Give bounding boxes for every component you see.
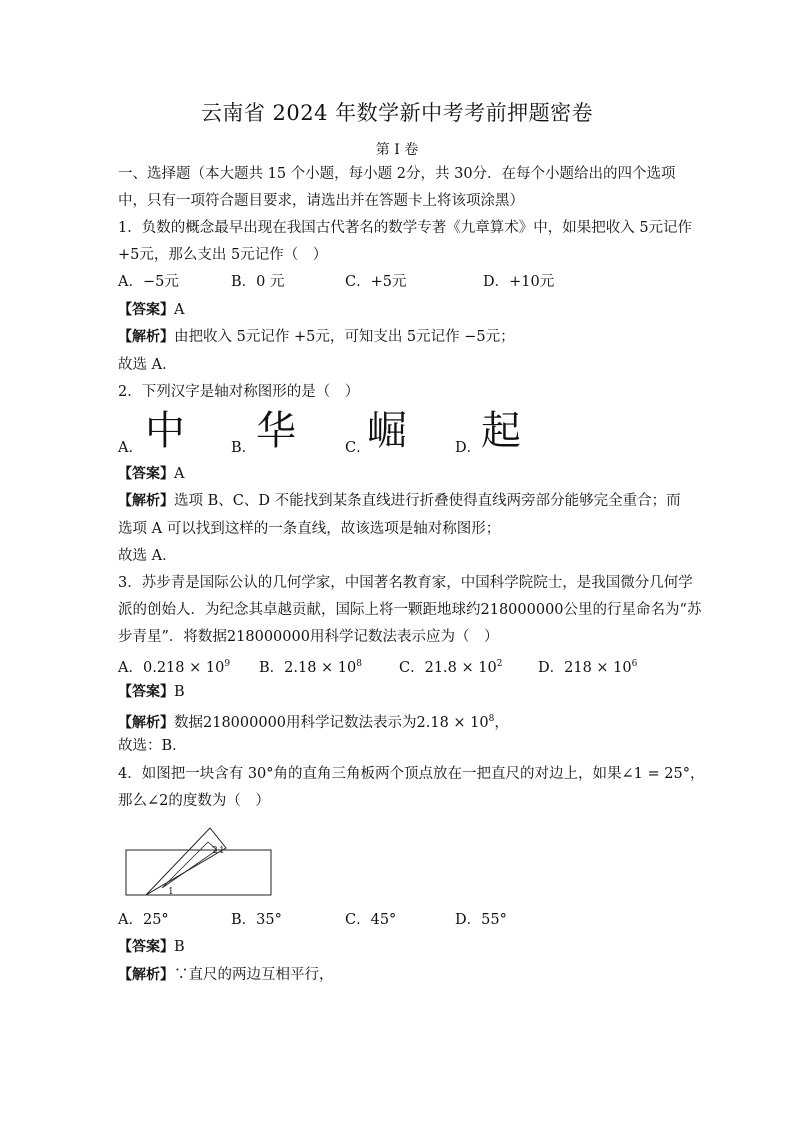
q3-analysis-text: 数据218000000用科学记数法表示为2.18 × 10 xyxy=(174,714,489,731)
q2-answer-value: A xyxy=(174,466,185,482)
angle-2-label: 2 xyxy=(212,846,218,856)
q4-analysis-text: ∵直尺的两边互相平行， xyxy=(174,967,334,983)
q3-option-c xyxy=(399,654,502,678)
q1-answer-value: A xyxy=(174,302,185,318)
analysis-tag: 【解析】 xyxy=(118,493,174,509)
q3-option-a-exp: 9 xyxy=(224,659,231,669)
q2-option-d-letter: D． xyxy=(455,440,482,456)
answer-tag: 【答案】 xyxy=(118,684,174,700)
q3-option-d-exp: 6 xyxy=(631,659,638,669)
analysis-tag: 【解析】 xyxy=(118,967,174,983)
q3-option-b-label: B． xyxy=(259,659,285,676)
q3-stem-line1: 3．苏步青是国际公认的几何学家，中国著名教育家，中国科学院院士，是我国微分几何学 xyxy=(118,575,693,591)
q3-option-a xyxy=(118,654,230,678)
q3-option-c-base: 21.8 × 10 xyxy=(424,659,497,676)
q1-option-a: A．−5元 xyxy=(118,274,179,290)
q4-stem-line1: 4．如图把一块含有 30°角的直角三角板两个顶点放在一把直尺的对边上，如果∠1 = 25°， xyxy=(118,766,705,782)
q3-analysis xyxy=(118,709,509,733)
q3-option-a-label: A． xyxy=(118,659,143,676)
q3-analysis-post: ， xyxy=(494,714,509,731)
q2-option-a-char: 中 xyxy=(145,408,185,454)
answer-tag: 【答案】 xyxy=(118,466,174,482)
q3-option-b-exp: 8 xyxy=(356,659,362,669)
q4-answer xyxy=(118,937,185,957)
q2-analysis-text1: 选项 B、C、D 不能找到某条直线进行折叠使得直线两旁部分能够完全重合；而 xyxy=(174,493,681,509)
q2-stem: 2．下列汉字是轴对称图形的是（ ） xyxy=(118,384,360,400)
q3-answer-value: B xyxy=(174,684,185,700)
q4-analysis xyxy=(118,965,334,985)
q3-option-b-base: 2.18 × 10 xyxy=(284,659,357,676)
q3-option-c-exp: 2 xyxy=(496,659,503,669)
q2-option-c-letter: C． xyxy=(345,440,371,456)
triangle-outer xyxy=(146,828,226,895)
q2-option-a-letter: A． xyxy=(118,440,143,456)
analysis-tag: 【解析】 xyxy=(118,329,174,345)
q4-answer-value: B xyxy=(174,939,185,955)
page-title: 云南省 2024 年数学新中考考前押题密卷 xyxy=(200,101,594,125)
page-subtitle: 第 I 卷 xyxy=(375,142,419,158)
ruler xyxy=(126,850,271,895)
q1-option-d: D．+10元 xyxy=(483,274,555,290)
answer-tag: 【答案】 xyxy=(118,302,174,318)
q3-stem-line2: 派的创始人．为纪念其卓越贡献，国际上将一颗距地球约218000000公里的行星命名为“苏 xyxy=(118,602,702,618)
q1-stem-line2: +5元，那么支出 5元记作（ ） xyxy=(118,247,328,263)
section-instructions-line2: 中，只有一项符合题目要求，请选出并在答题卡上将该项涂黑） xyxy=(118,193,524,209)
q2-option-b-char: 华 xyxy=(256,408,296,454)
q3-option-c-label: C． xyxy=(399,659,425,676)
section-instructions-line1: 一、选择题（本大题共 15 个小题，每小题 2分，共 30分．在每个小题给出的四个选项 xyxy=(118,166,676,182)
q1-stem-line1: 1．负数的概念最早出现在我国古代著名的数学专著《九章算术》中，如果把收入 5元记作 xyxy=(118,220,693,236)
q2-option-b-letter: B． xyxy=(231,440,257,456)
q2-analysis-line2: 选项 A 可以找到这样的一条直线，故该选项是轴对称图形； xyxy=(118,521,501,537)
q3-choose: 故选：B． xyxy=(118,738,187,754)
q1-option-c: C．+5元 xyxy=(345,274,407,290)
analysis-tag: 【解析】 xyxy=(118,714,174,731)
q4-ruler-triangle-figure xyxy=(118,820,278,900)
q1-analysis-text: 由把收入 5元记作 +5元，可知支出 5元记作 −5元； xyxy=(174,329,515,345)
q3-option-d xyxy=(538,654,637,678)
answer-tag: 【答案】 xyxy=(118,939,174,955)
q2-option-c-char: 崛 xyxy=(367,408,407,454)
q3-option-a-base: 0.218 × 10 xyxy=(142,659,225,676)
q4-option-d: D．55° xyxy=(455,912,507,928)
q2-answer xyxy=(118,464,184,484)
q1-option-b: B．0 元 xyxy=(231,274,285,290)
q4-stem-line2: 那么∠2的度数为（ ） xyxy=(118,793,270,809)
q3-option-d-label: D． xyxy=(538,659,565,676)
q2-choose: 故选 A． xyxy=(118,548,177,564)
q2-option-d-char: 起 xyxy=(481,408,521,454)
q1-choose: 故选 A． xyxy=(118,357,177,373)
q4-option-b: B．35° xyxy=(231,912,282,928)
q3-option-d-base: 218 × 10 xyxy=(564,659,632,676)
q3-analysis-exp: 8 xyxy=(488,714,495,724)
q2-analysis-line1 xyxy=(118,491,681,511)
q1-answer xyxy=(118,300,184,320)
q4-option-a: A．25° xyxy=(118,912,169,928)
angle-2b-label: 1 xyxy=(219,846,225,856)
q3-stem-line3: 步青星”．将数据218000000用科学记数法表示应为（ ） xyxy=(118,629,499,645)
angle-1-label: 1 xyxy=(168,887,174,897)
q3-answer xyxy=(118,682,185,702)
q4-option-c: C．45° xyxy=(345,912,397,928)
q3-option-b xyxy=(259,654,362,678)
q1-analysis xyxy=(118,327,515,347)
